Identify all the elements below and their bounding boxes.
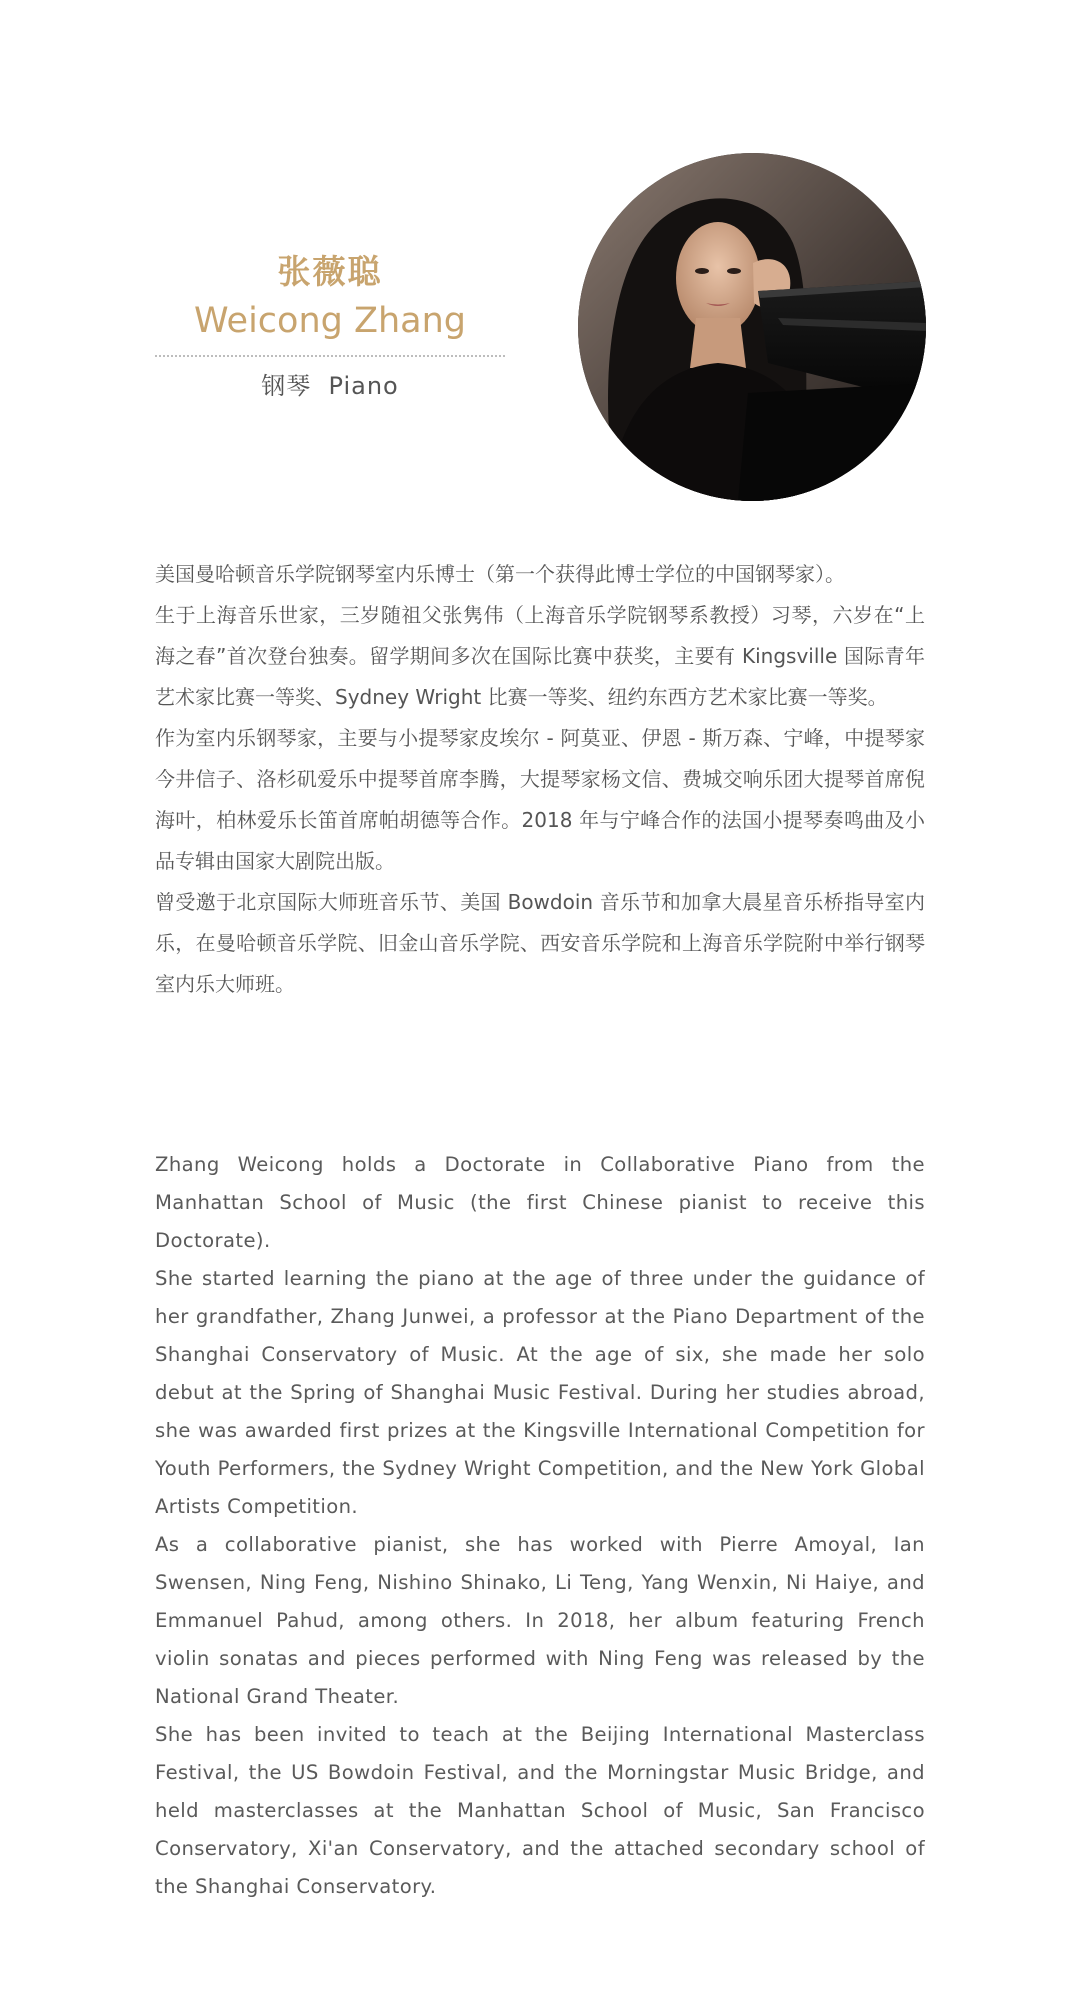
bio-en-paragraph: As a collaborative pianist, she has worked with Pierre Amoyal, Ian Swensen, Ning Feng, Nishino Shinako, Li Teng, Yang Wenxin, Ni Haiye, and Emmanuel Pahud, among others. In 2018, her album featuring French violin sonatas and pieces performed with Ning Feng was released by the National Grand Theater. bbox=[155, 1533, 925, 1708]
bio-en-paragraph: She started learning the piano at the age of three under the guidance of her grandfather, Zhang Junwei, a professor at the Piano Department of the Shanghai Conservatory of Music. At the age of six, she made her solo debut at the Spring of Shanghai Music Festival. During her studies abroad, she was awarded first prizes at the Kingsville International Competition for Youth Performers, the Sydney Wright Competition, and the New York Global Artists Competition. bbox=[155, 1267, 925, 1518]
portrait-photo bbox=[578, 153, 926, 501]
biography-english bbox=[155, 1146, 925, 1906]
biography-chinese bbox=[155, 554, 925, 1005]
bio-cn-paragraph: 美国曼哈顿音乐学院钢琴室内乐博士（第一个获得此博士学位的中国钢琴家）。 bbox=[155, 562, 845, 586]
portrait-illustration bbox=[578, 153, 926, 501]
bio-cn-paragraph: 生于上海音乐世家，三岁随祖父张隽伟（上海音乐学院钢琴系教授）习琴，六岁在“上海之春”首次登台独奏。留学期间多次在国际比赛中获奖，主要有 Kingsville 国际青年艺术家比赛一等奖、Sydney Wright 比赛一等奖、纽约东西方艺术家比赛一等奖。 bbox=[155, 603, 925, 709]
profile-header bbox=[155, 250, 505, 403]
instrument-label: 钢琴 Piano bbox=[261, 372, 399, 400]
bio-cn-paragraph: 曾受邀于北京国际大师班音乐节、美国 Bowdoin 音乐节和加拿大晨星音乐桥指导室内乐，在曼哈顿音乐学院、旧金山音乐学院、西安音乐学院和上海音乐学院附中举行钢琴室内乐大师班。 bbox=[155, 890, 925, 996]
name-chinese: 张薇聪 bbox=[277, 252, 383, 291]
bio-en-paragraph: She has been invited to teach at the Beijing International Masterclass Festival, the US Bowdoin Festival, and the Morningstar Music Bridge, and held masterclasses at the Manhattan School of Music, San Francisco Conservatory, Xi'an Conservatory, and the attached secondary school of the Shanghai Conservatory. bbox=[155, 1723, 925, 1898]
name-english: Weicong Zhang bbox=[193, 301, 466, 341]
dotted-divider bbox=[155, 355, 505, 357]
bio-cn-paragraph: 作为室内乐钢琴家，主要与小提琴家皮埃尔 - 阿莫亚、伊恩 - 斯万森、宁峰，中提琴家今井信子、洛杉矶爱乐中提琴首席李腾，大提琴家杨文信、费城交响乐团大提琴首席倪海叶，柏林爱乐长笛首席帕胡德等合作。2018 年与宁峰合作的法国小提琴奏鸣曲及小品专辑由国家大剧院出版。 bbox=[155, 726, 925, 873]
bio-en-paragraph: Zhang Weicong holds a Doctorate in Collaborative Piano from the Manhattan School of Music (the first Chinese pianist to receive this Doctorate). bbox=[155, 1153, 925, 1252]
